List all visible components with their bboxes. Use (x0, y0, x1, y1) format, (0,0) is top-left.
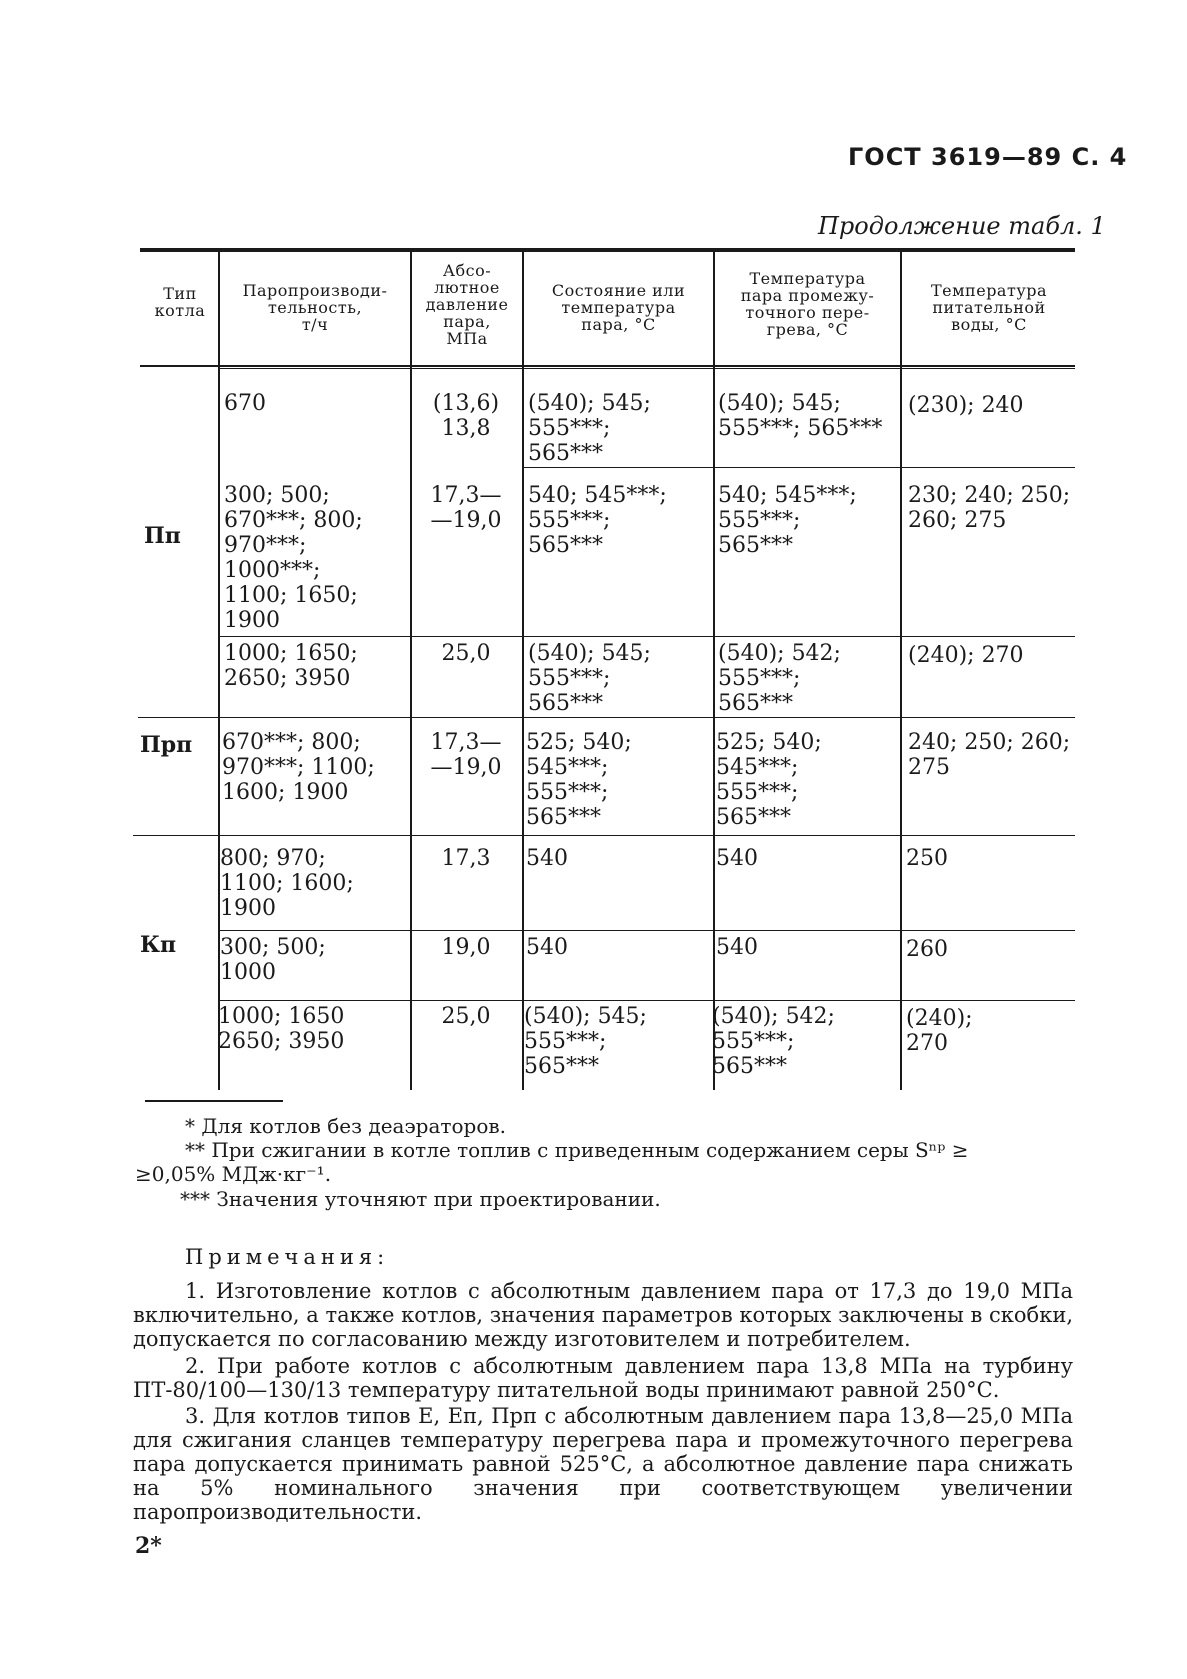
cell-reheat-temp: 540 (716, 846, 758, 871)
footnote: *** Значения уточняют при проектировании. (180, 1187, 661, 1211)
cell-reheat-temp: 525; 540; 545***; 555***; 565*** (716, 730, 822, 830)
cell-reheat-temp: (540); 542; 555***; 565*** (712, 1004, 835, 1079)
note-item (133, 1404, 1073, 1524)
cell-feedwater-temp: (240); 270 (906, 1006, 973, 1056)
footnote: ** При сжигании в котле топлив с приведенным содержанием серы Sⁿᵖ ≥ (185, 1138, 969, 1162)
row-divider (524, 467, 1075, 468)
col-header-pressure: Абсо- лютное давление пара, МПа (425, 261, 509, 348)
col-header-feedwater-temp: Температура питательной воды, °С (930, 281, 1048, 334)
table-header-rule-double (218, 368, 1075, 369)
cell-steam-temp: (540); 545; 555***; 565*** (528, 391, 651, 466)
document-code: ГОСТ 3619—89 С. 4 (848, 143, 1128, 171)
cell-reheat-temp: (540); 542; 555***; 565*** (718, 641, 841, 716)
cell-steam-temp: (540); 545; 555***; 565*** (524, 1004, 647, 1079)
table-header-rule (140, 365, 1075, 367)
col-header-type: Тип котла (154, 284, 206, 320)
cell-feedwater-temp: 240; 250; 260; 275 (908, 730, 1071, 780)
cell-pressure: 17,3— —19,0 (430, 730, 502, 780)
cell-feedwater-temp: (230); 240 (908, 393, 1024, 418)
cell-capacity: 800; 970; 1100; 1600; 1900 (220, 846, 354, 921)
cell-capacity: 300; 500; 670***; 800; 970***; 1000***; 1100; 1650; 1900 (224, 483, 363, 633)
page-signature-mark: 2* (135, 1533, 162, 1559)
cell-capacity: 670***; 800; 970***; 1100; 1600; 1900 (222, 730, 375, 805)
table-top-rule (140, 248, 1075, 252)
cell-pressure: 17,3— —19,0 (430, 483, 502, 533)
cell-steam-temp: 540; 545***; 555***; 565*** (528, 483, 667, 558)
cell-pressure: 17,3 (441, 846, 491, 871)
cell-reheat-temp: 540; 545***; 555***; 565*** (718, 483, 857, 558)
row-divider (218, 930, 1075, 931)
row-divider (220, 636, 1075, 637)
col-divider (713, 250, 715, 1090)
cell-feedwater-temp: 250 (906, 846, 948, 871)
col-divider (410, 250, 412, 1090)
col-divider (900, 250, 902, 1090)
row-divider (133, 835, 1075, 836)
cell-feedwater-temp: (240); 270 (908, 643, 1024, 668)
note-text: 2. При работе котлов с абсолютным давлением пара 13,8 МПа на турбину ПТ-80/100—130/13 температуру питательной воды принимают равной 250°С. (133, 1354, 1073, 1402)
cell-steam-temp: 540 (526, 935, 568, 960)
cell-capacity: 670 (224, 391, 266, 416)
boiler-type-kp: Кп (140, 932, 177, 958)
notes-title: Примечания: (185, 1245, 390, 1269)
cell-feedwater-temp: 230; 240; 250; 260; 275 (908, 483, 1071, 533)
row-divider (218, 1000, 1075, 1001)
note-text: 3. Для котлов типов Е, Еп, Прп с абсолютным давлением пара 13,8—25,0 МПа для сжигания сланцев температуру перегрева пара и промежуточного перегрева пара допускается принимать равной 525°С, а абсолютное давление пара снижать на 5% номинального значения при соответствующем увеличении паропроизводительности. (133, 1404, 1073, 1524)
cell-capacity: 300; 500; 1000 (220, 935, 326, 985)
footnote-separator (145, 1100, 283, 1102)
row-divider (138, 717, 1075, 718)
footnote: ≥0,05% МДж·кг⁻¹. (135, 1162, 332, 1186)
footnote: * Для котлов без деаэраторов. (185, 1114, 506, 1138)
cell-steam-temp: 525; 540; 545***; 555***; 565*** (526, 730, 632, 830)
cell-pressure: (13,6) 13,8 (432, 391, 500, 441)
cell-pressure: 19,0 (441, 935, 491, 960)
cell-capacity: 1000; 1650 2650; 3950 (218, 1004, 345, 1054)
cell-reheat-temp: (540); 545; 555***; 565*** (718, 391, 883, 441)
table-continuation-label: Продолжение табл. 1 (818, 212, 1106, 240)
cell-steam-temp: (540); 545; 555***; 565*** (528, 641, 651, 716)
cell-pressure: 25,0 (441, 1004, 491, 1029)
cell-reheat-temp: 540 (716, 935, 758, 960)
col-header-steam-temp: Состояние или температура пара, °С (551, 281, 686, 334)
cell-feedwater-temp: 260 (906, 937, 948, 962)
cell-pressure: 25,0 (441, 641, 491, 666)
col-header-capacity: Паропроизводи- тельность, т/ч (242, 281, 388, 334)
col-divider (522, 250, 524, 1090)
cell-capacity: 1000; 1650; 2650; 3950 (224, 641, 358, 691)
cell-steam-temp: 540 (526, 846, 568, 871)
note-text: 1. Изготовление котлов с абсолютным давлением пара от 17,3 до 19,0 МПа включительно, а также котлов, значения параметров которых заключены в скобки, допускается по согласованию между изготовителем и потребителем. (133, 1279, 1073, 1351)
note-item (133, 1354, 1073, 1402)
boiler-type-prp: Прп (140, 732, 193, 758)
col-header-reheat-temp: Температура пара промежу- точного пере- грева, °С (740, 269, 875, 339)
note-item (133, 1279, 1073, 1351)
boiler-type-pp: Пп (144, 523, 181, 549)
